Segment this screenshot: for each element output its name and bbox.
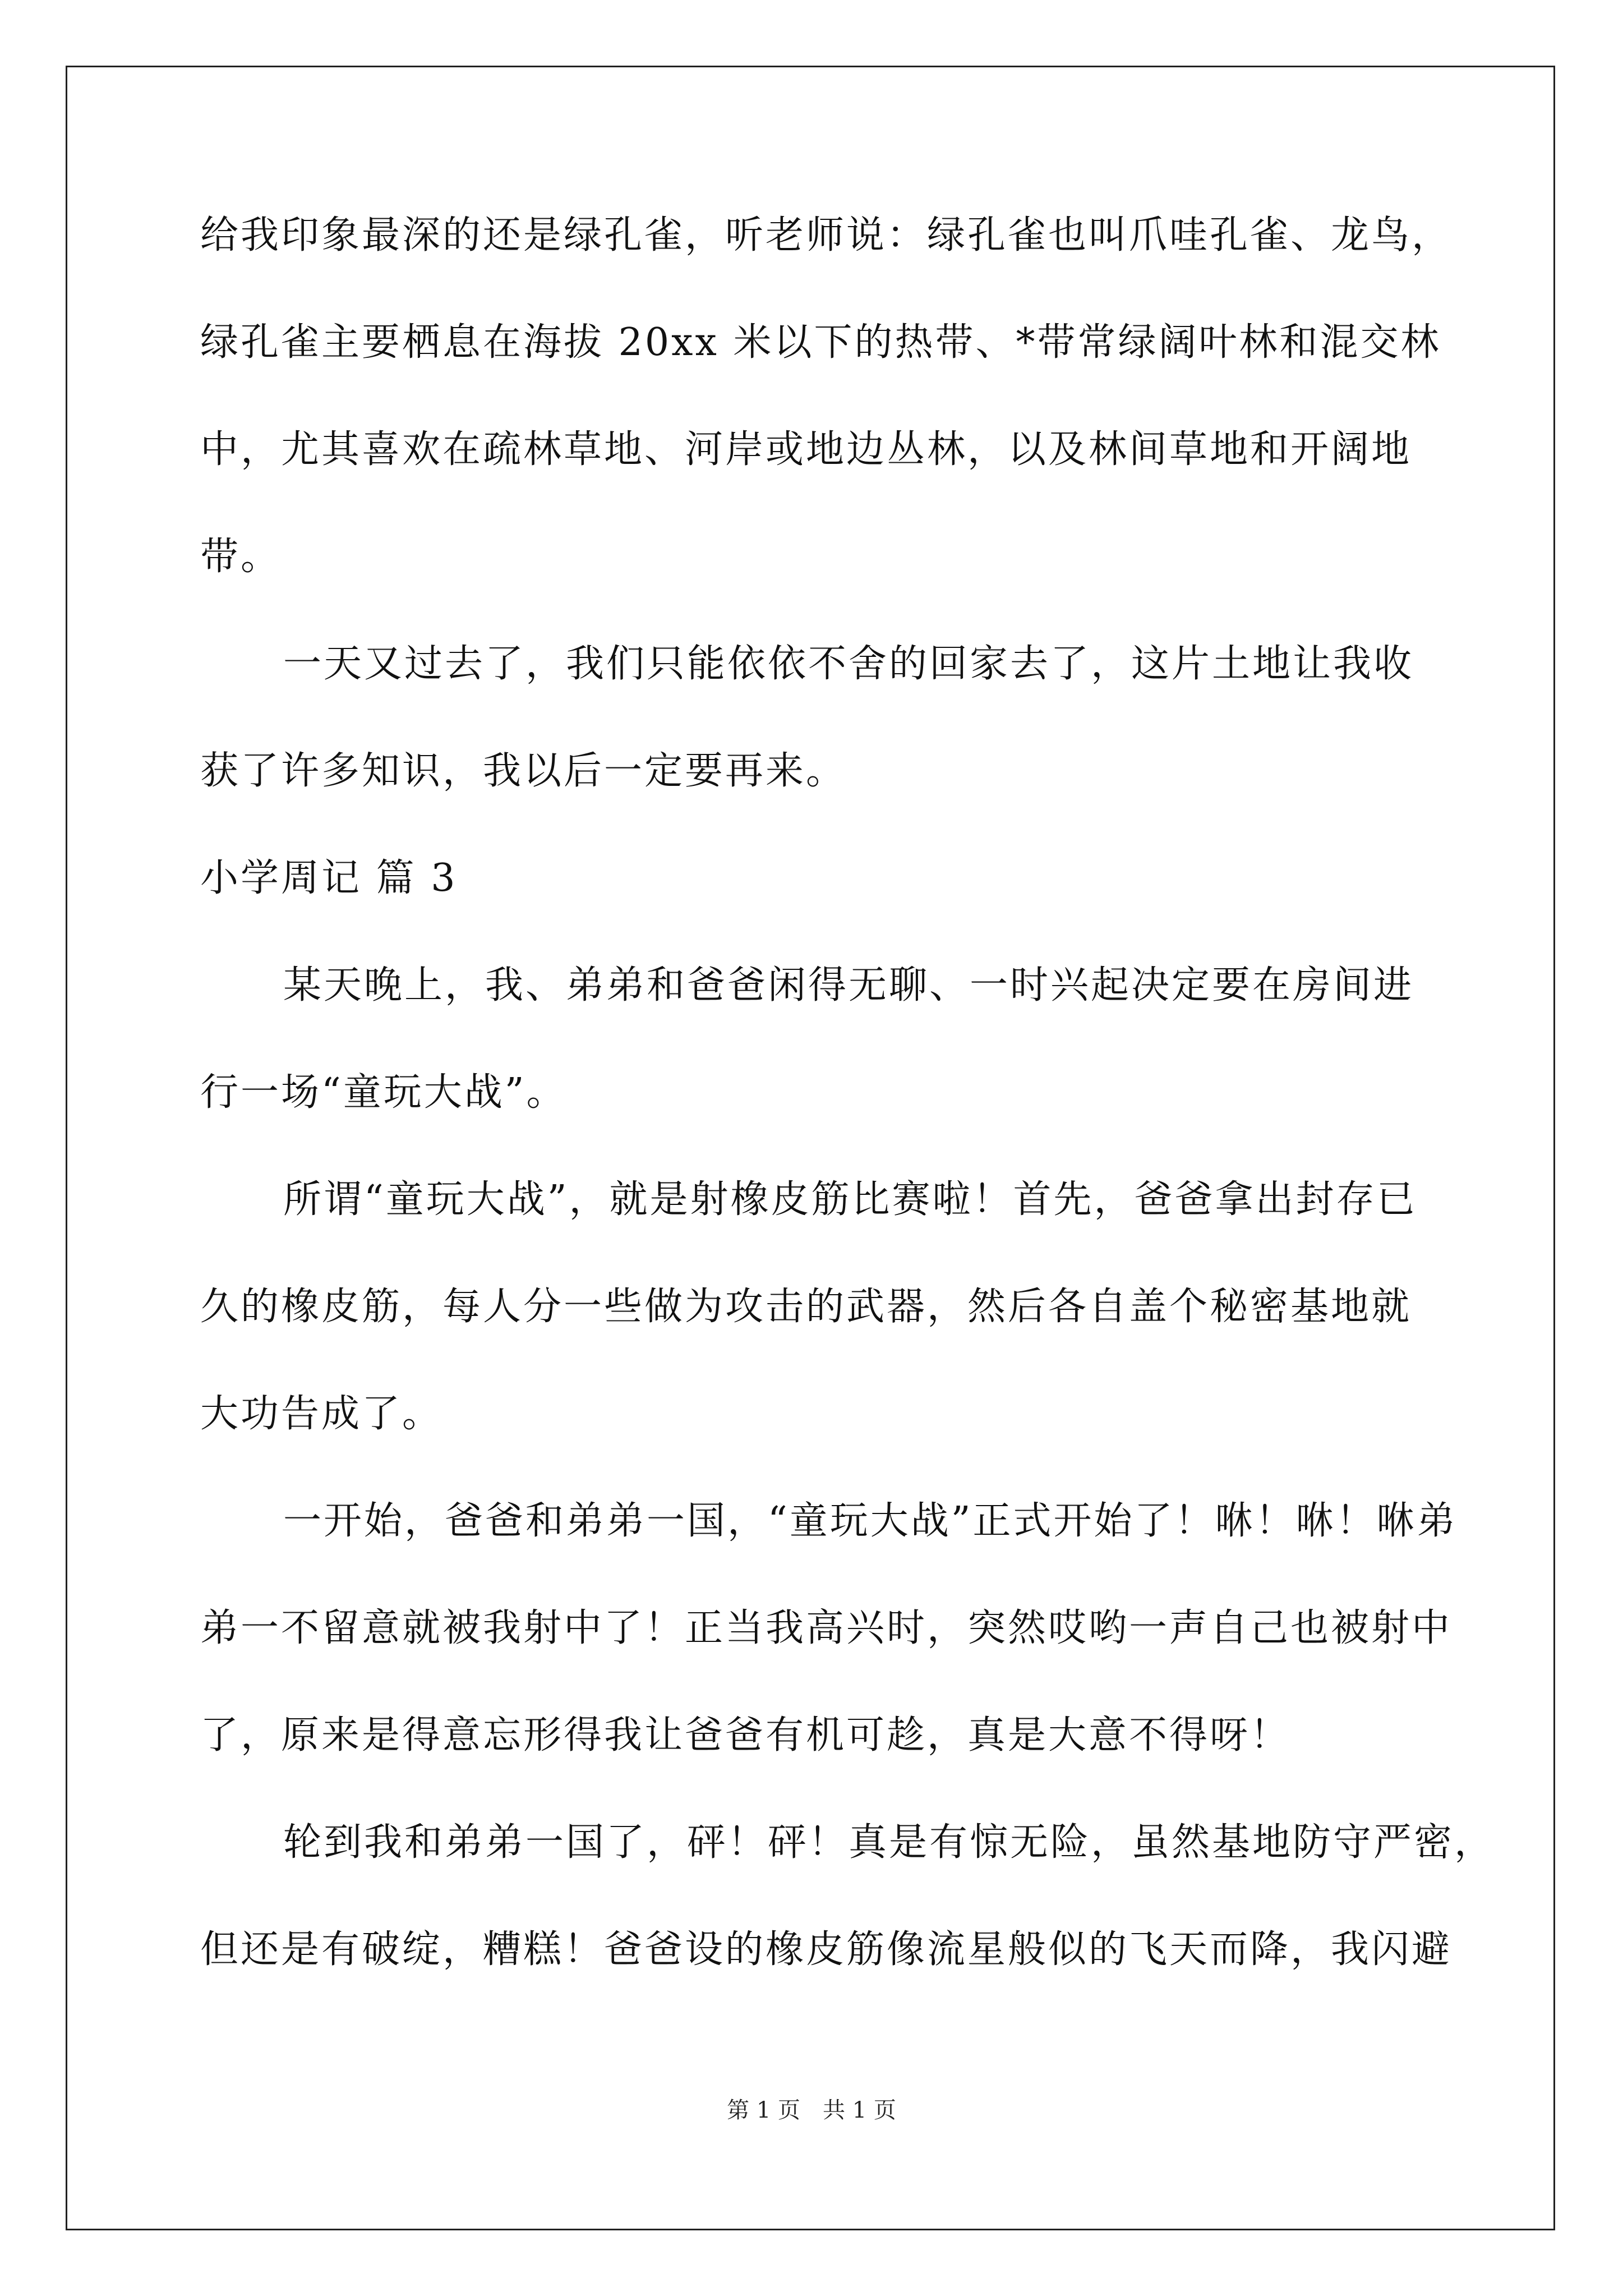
document-body bbox=[200, 208, 1495, 2029]
text-line: 中，尤其喜欢在疏林草地、河岸或地边丛林，以及林间草地和开阔地 bbox=[200, 427, 1412, 472]
text-line: 获了许多知识，我以后一定要再来。 bbox=[200, 749, 847, 793]
text-line: 某天晚上，我、弟弟和爸爸闲得无聊、一时兴起决定要在房间进 bbox=[283, 963, 1414, 1007]
text-line: 大功告成了。 bbox=[200, 1392, 443, 1436]
text-line: 一天又过去了，我们只能依依不舍的回家去了，这片土地让我收 bbox=[283, 642, 1414, 686]
text-line: 行一场“童玩大战”。 bbox=[200, 1070, 567, 1115]
text-line: 轮到我和弟弟一国了，砰！砰！真是有惊无险，虽然基地防守严密， bbox=[283, 1820, 1495, 1865]
text-line: 所谓“童玩大战”，就是射橡皮筋比赛啦！首先，爸爸拿出封存已 bbox=[283, 1177, 1417, 1222]
text-line: 带。 bbox=[200, 535, 282, 579]
text-line: 了，原来是得意忘形得我让爸爸有机可趁，真是大意不得呀！ bbox=[200, 1713, 1291, 1757]
page-footer: 第 1 页 共 1 页 bbox=[727, 2097, 896, 2123]
text-line: 给我印象最深的还是绿孔雀，听老师说：绿孔雀也叫爪哇孔雀、龙鸟， bbox=[200, 213, 1453, 257]
section-heading: 小学周记 篇 3 bbox=[200, 856, 458, 900]
text-line: 但还是有破绽，糟糕！爸爸设的橡皮筋像流星般似的飞天而降，我闪避 bbox=[200, 1927, 1453, 1972]
text-line: 一开始，爸爸和弟弟一国，“童玩大战”正式开始了！咻！咻！咻弟 bbox=[283, 1499, 1458, 1543]
text-line: 弟一不留意就被我射中了！正当我高兴时，突然哎哟一声自己也被射中 bbox=[200, 1606, 1453, 1650]
text-line: 绿孔雀主要栖息在海拔 20xx 米以下的热带、*带常绿阔叶林和混交林 bbox=[200, 320, 1441, 365]
text-line: 久的橡皮筋，每人分一些做为攻击的武器，然后各自盖个秘密基地就 bbox=[200, 1285, 1412, 1329]
